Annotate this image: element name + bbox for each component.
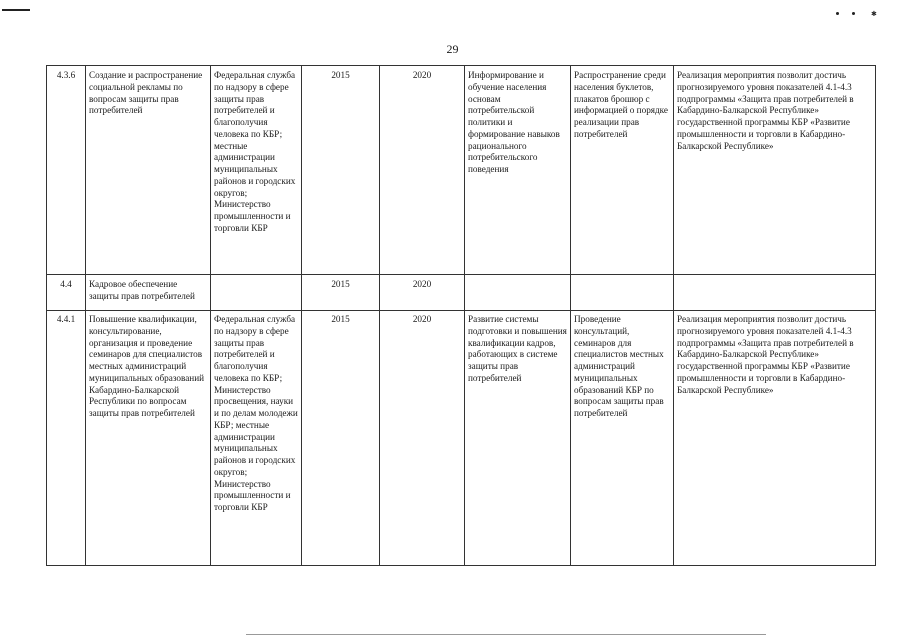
- start-year: 2015: [302, 275, 380, 311]
- executor-cell: Федеральная служба по надзору в сфере защиты прав потребителей и благополучия человека по КБР; Министерство просвещения, науки и по делам молодежи КБР; местные администрации муниципальных районов и городских округов; Министерство промышленности и торговли КБР: [211, 311, 302, 566]
- measure-title: Повышение квалификации, консультирование, организация и проведение семинаров для специалистов местных администраций муниципальных образований Кабардино-Балкарской Республики по вопросам защиты прав потребителей: [86, 311, 211, 566]
- page-number: 29: [446, 42, 459, 56]
- indicator-link: Реализация мероприятия позволит достичь прогнозируемого уровня показателей 4.1-4.3 подпрограммы «Защита прав потребителей в Кабардино-Балкарской Республике» государственной программы КБР «Развитие промышленности и торговли в Кабардино-Балкарской Республике»: [674, 311, 876, 566]
- table-row: [47, 311, 876, 566]
- main-directions: Проведение консультаций, семинаров для специалистов местных администраций муниципальных образований КБР по вопросам защиты прав потребителей: [571, 311, 674, 566]
- end-year: 2020: [380, 275, 465, 311]
- indicator-link: [674, 275, 876, 311]
- main-directions: [571, 275, 674, 311]
- end-year: 2020: [380, 311, 465, 566]
- table-row: [47, 275, 876, 311]
- row-number: 4.4.1: [47, 311, 86, 566]
- row-number: 4.4: [47, 275, 86, 311]
- expected-result: Развитие системы подготовки и повышения квалификации кадров, работающих в системе защиты прав потребителей: [465, 311, 571, 566]
- table-row: [47, 66, 876, 275]
- measure-title: Кадровое обеспечение защиты прав потребителей: [86, 275, 211, 311]
- expected-result: Информирование и обучение населения основам потребительской политики и формирование навыков рационального потребительского поведения: [465, 66, 571, 275]
- scan-dot: [852, 12, 855, 15]
- scan-corner-mark: [2, 9, 30, 11]
- scan-mark: ✱: [871, 10, 877, 18]
- page-bottom-rule: [246, 634, 766, 635]
- row-number: 4.3.6: [47, 66, 86, 275]
- end-year: 2020: [380, 66, 465, 275]
- start-year: 2015: [302, 66, 380, 275]
- expected-result: [465, 275, 571, 311]
- measure-title: Создание и распространение социальной рекламы по вопросам защиты прав потребителей: [86, 66, 211, 275]
- scan-dot: [836, 12, 839, 15]
- executor-cell: [211, 275, 302, 311]
- measures-table: [46, 65, 876, 566]
- indicator-link: Реализация мероприятия позволит достичь прогнозируемого уровня показателей 4.1-4.3 подпрограммы «Защита прав потребителей в Кабардино-Балкарской Республике» государственной программы КБР «Развитие промышленности и торговли в Кабардино-Балкарской Республике»: [674, 66, 876, 275]
- start-year: 2015: [302, 311, 380, 566]
- main-directions: Распространение среди населения буклетов, плакатов брошюр с информацией о порядке реализации прав потребителей: [571, 66, 674, 275]
- executor-cell: Федеральная служба по надзору в сфере защиты прав потребителей и благополучия человека по КБР; местные администрации муниципальных районов и городских округов; Министерство промышленности и торговли КБР: [211, 66, 302, 275]
